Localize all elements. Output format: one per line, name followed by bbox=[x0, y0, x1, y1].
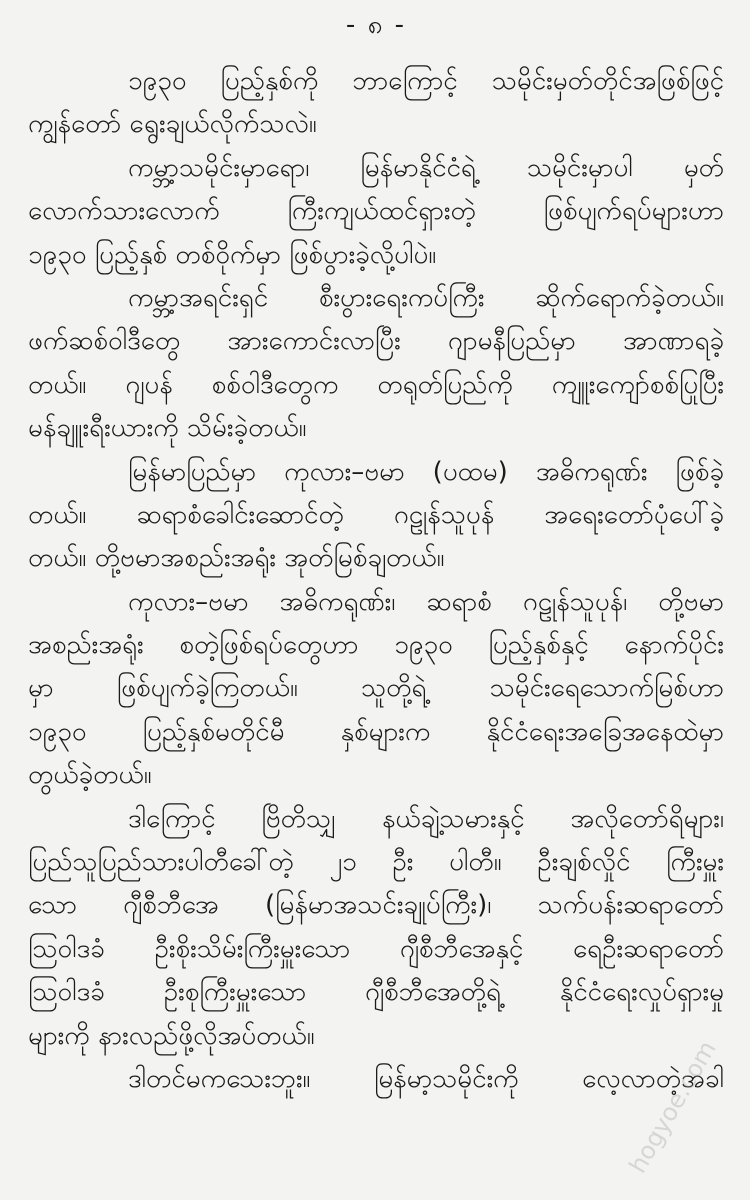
page-number: - ၈ - bbox=[345, 10, 407, 40]
text-line: တယ်။ ဂျပန် စစ်ဝါဒီတွေက တရုတ်ပြည်ကို ကျူးကျော်စစ်ပြုပြီး bbox=[28, 369, 724, 400]
text-line: ၁၉၃၀ ပြည့်နှစ်မတိုင်မီ နှစ်များက နိုင်ငံရေးအခြေအနေထဲမှာ bbox=[28, 716, 724, 747]
text-line: ကမ္ဘာ့သမိုင်းမှာရော၊ မြန်မာနိုင်ငံရဲ့ သမိုင်းမှာပါ မှတ် bbox=[128, 152, 724, 183]
text-line: တွယ်ခဲ့တယ်။ bbox=[28, 760, 152, 791]
text-line: အစည်းအရုံး စတဲ့ဖြစ်ရပ်တွေဟာ ၁၉၃၀ ပြည့်နှစ်နှင့် နောက်ပိုင်း bbox=[28, 630, 724, 661]
text-line: ကမ္ဘာ့အရင်းရှင် စီးပွားရေးကပ်ကြီး ဆိုက်ရောက်ခဲ့တယ်။ bbox=[128, 282, 724, 313]
text-line: ဖက်ဆစ်ဝါဒီတွေ အားကောင်းလာပြီး ဂျာမနီပြည်မှာ အာဏာရခဲ့ bbox=[28, 326, 724, 357]
text-line: ကုလား–ဗမာ အဓိကရုဏ်း၊ ဆရာစံ ဂဠုန်သူပုန်၊ တို့ဗမာ bbox=[128, 586, 724, 617]
text-line: တယ်။ ဆရာစံခေါင်းဆောင်တဲ့ ဂဠုန်သူပုန် အရေးတော်ပုံပေါ်ခဲ့ bbox=[28, 499, 724, 530]
text-line: ၁၉၃၀ ပြည့်နှစ် တစ်ဝိုက်မှာ ဖြစ်ပွားခဲ့လို့ပါပဲ။ bbox=[28, 239, 437, 270]
text-line: တယ်။ တို့ဗမာအစည်းအရုံး အုတ်မြစ်ချတယ်။ bbox=[28, 543, 445, 574]
text-line: ၁၉၃၀ ပြည့်နှစ်ကို ဘာကြောင့် သမိုင်းမှတ်တိုင်အဖြစ်ဖြင့် bbox=[128, 66, 724, 96]
text-line: လောက်သားလောက် ကြီးကျယ်ထင်ရှားတဲ့ ဖြစ်ပျက်ရပ်များဟာ bbox=[28, 196, 724, 227]
text-line: ဒါတင်မကသေးဘူး။ မြန်မာ့သမိုင်းကို လေ့လာတဲ့အခါ bbox=[128, 1063, 724, 1094]
text-line: ပြည်သူပြည်သားပါတီခေါ်တဲ့ ၂၁ ဦး ပါတီ။ ဦးချစ်လှိုင် ကြီးမှူး bbox=[28, 847, 724, 878]
text-line: များကို နားလည်ဖို့လိုအပ်တယ်။ bbox=[28, 1020, 315, 1051]
text-line: မန်ချူးရီးယားကို သိမ်းခဲ့တယ်။ bbox=[28, 413, 307, 444]
text-line: ဩဝါဒခံ ဦးစိုးသိမ်းကြီးမှူးသော ဂျီစီဘီအေနှင့် ရေဦးဆရာတော် bbox=[28, 933, 724, 964]
text-line: မှာ ဖြစ်ပျက်ခဲ့ကြတယ်။ သူတို့ရဲ့ သမိုင်းရေသောက်မြစ်ဟာ bbox=[28, 673, 724, 704]
watermark: hogyoe.com bbox=[623, 1036, 722, 1178]
text-line: မြန်မာပြည်မှာ ကုလား–ဗမာ (ပထမ) အဓိကရုဏ်း ဖြစ်ခဲ့ bbox=[128, 456, 724, 487]
text-line: ကျွန်တော် ရွေးချယ်လိုက်သလဲ။ bbox=[28, 109, 317, 140]
text-line: သော ဂျီစီဘီအေ (မြန်မာအသင်းချုပ်ကြီး)၊ သက်ပန်းဆရာတော် bbox=[28, 890, 724, 921]
text-line: ဒါကြောင့် ဗြိတိသျှ နယ်ချဲ့သမားနှင့် အလိုတော်ရိများ၊ bbox=[128, 803, 724, 834]
text-line: ဩဝါဒခံ ဦးစုကြီးမှူးသော ဂျီစီဘီအေတို့ရဲ့ နိုင်ငံရေးလှုပ်ရှားမှု bbox=[28, 977, 724, 1008]
body-text bbox=[28, 60, 724, 1101]
